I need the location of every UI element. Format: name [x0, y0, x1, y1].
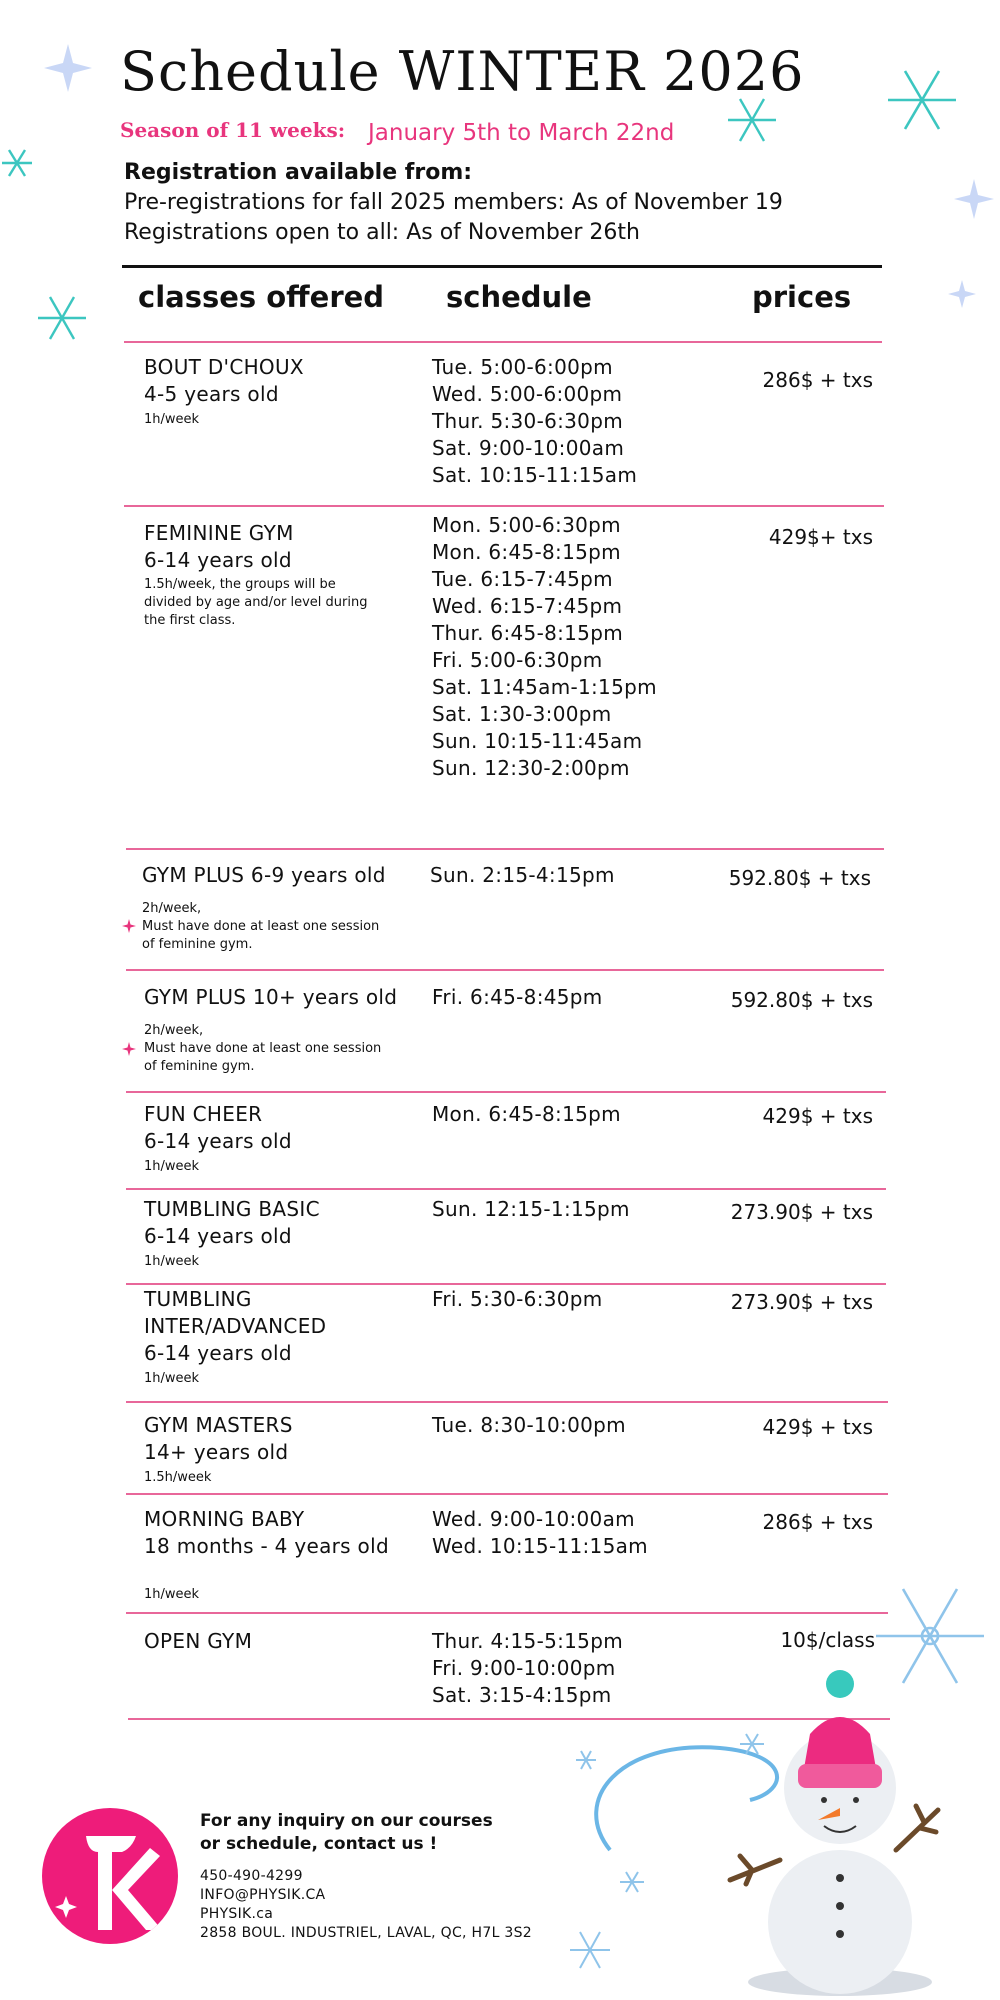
- class-name: TUMBLING BASIC: [144, 1197, 320, 1221]
- schedule-slot: Mon. 6:45-8:15pm: [432, 1102, 621, 1126]
- schedule-list: [432, 1412, 626, 1439]
- class-name: OPEN GYM: [144, 1629, 253, 1653]
- class-price: 286$ + txs: [762, 368, 873, 392]
- schedule-slot: Sun. 12:30-2:00pm: [432, 756, 630, 780]
- contact-website: PHYSIK.ca: [200, 1906, 274, 1922]
- schedule-slot: Sun. 2:15-4:15pm: [430, 863, 615, 887]
- row-divider: [126, 1188, 886, 1190]
- class-price: 429$ + txs: [762, 1415, 873, 1439]
- schedule-list: [432, 1196, 630, 1223]
- contact-heading-line: For any inquiry on our courses: [200, 1811, 493, 1831]
- schedule-slot: Thur. 4:15-5:15pm: [432, 1629, 623, 1653]
- class-age: 4-5 years old: [144, 382, 279, 406]
- schedule-slot: Tue. 8:30-10:00pm: [432, 1413, 626, 1437]
- schedule-slot: Thur. 6:45-8:15pm: [432, 621, 623, 645]
- registration-heading: Registration available from:: [124, 160, 473, 185]
- snowman-illustration: [540, 1660, 1000, 2000]
- schedule-slot: Wed. 9:00-10:00am: [432, 1507, 635, 1531]
- row-divider: [126, 1493, 888, 1495]
- page-title: Schedule WINTER 2026: [120, 40, 805, 103]
- class-name: GYM MASTERS: [144, 1413, 293, 1437]
- schedule-list: [432, 984, 603, 1011]
- class-age: 18 months - 4 years old: [144, 1534, 389, 1558]
- class-name: FEMININE GYM: [144, 521, 294, 545]
- season-label: Season of 11 weeks:: [120, 118, 346, 142]
- schedule-list: [430, 862, 615, 889]
- schedule-slot: Sun. 12:15-1:15pm: [432, 1197, 630, 1221]
- class-price: 286$ + txs: [762, 1510, 873, 1534]
- class-note: 2h/week, Must have done at least one session of feminine gym.: [142, 901, 380, 952]
- schedule-slot: Thur. 5:30-6:30pm: [432, 409, 623, 433]
- sparkle-icon: [121, 918, 137, 934]
- schedule-list: [432, 512, 657, 782]
- snowflake-icon: [950, 175, 998, 223]
- class-name: GYM PLUS 6-9 years old: [142, 863, 386, 887]
- class-name: BOUT D'CHOUX: [144, 355, 304, 379]
- class-price: 592.80$ + txs: [730, 988, 873, 1012]
- snowflake-icon: [946, 278, 978, 310]
- class-age: 6-14 years old: [144, 1224, 292, 1248]
- schedule-slot: Mon. 5:00-6:30pm: [432, 513, 621, 537]
- class-name: MORNING BABY: [144, 1507, 305, 1531]
- header-divider: [122, 265, 882, 268]
- registration-line: Registrations open to all: As of November 26th: [124, 220, 640, 245]
- physik-logo: [42, 1808, 178, 1944]
- class-note: 1h/week: [144, 1371, 200, 1386]
- schedule-slot: Sat. 10:15-11:15am: [432, 463, 638, 487]
- contact-email: INFO@PHYSIK.CA: [200, 1887, 326, 1903]
- schedule-slot: Sat. 1:30-3:00pm: [432, 702, 612, 726]
- snowflake-icon: [0, 135, 34, 191]
- row-divider: [124, 341, 882, 343]
- row-divider: [126, 848, 884, 850]
- schedule-slot: Fri. 6:45-8:45pm: [432, 985, 603, 1009]
- schedule-slot: Mon. 6:45-8:15pm: [432, 540, 621, 564]
- class-price: 429$ + txs: [762, 1104, 873, 1128]
- class-price: 10$/class: [780, 1628, 875, 1652]
- snowflake-icon: [884, 62, 960, 138]
- contact-phone: 450-490-4299: [200, 1868, 303, 1884]
- class-name: GYM PLUS 10+ years old: [144, 985, 398, 1009]
- schedule-list: [432, 1101, 621, 1128]
- schedule-slot: Sat. 3:15-4:15pm: [432, 1683, 612, 1707]
- class-note: 2h/week, Must have done at least one session of feminine gym.: [144, 1023, 382, 1074]
- schedule-slot: Sat. 11:45am-1:15pm: [432, 675, 657, 699]
- class-note: 1h/week: [144, 1159, 200, 1174]
- registration-line: Pre-registrations for fall 2025 members: As of November 19: [124, 190, 783, 215]
- contact-heading-line: or schedule, contact us !: [200, 1834, 438, 1854]
- row-divider: [126, 969, 884, 971]
- schedule-list: [432, 1506, 648, 1560]
- column-header-prices: prices: [752, 280, 852, 314]
- class-price: 429$+ txs: [768, 525, 873, 549]
- column-header-schedule: schedule: [446, 280, 592, 314]
- schedule-list: [432, 354, 637, 489]
- row-divider: [126, 1612, 888, 1614]
- class-name: TUMBLING INTER/ADVANCED: [144, 1287, 327, 1338]
- snowflake-icon: [34, 290, 90, 346]
- schedule-slot: Tue. 5:00-6:00pm: [432, 355, 613, 379]
- schedule-list: [432, 1286, 603, 1313]
- class-age: 14+ years old: [144, 1440, 289, 1464]
- class-age: 6-14 years old: [144, 548, 292, 572]
- row-divider: [126, 1401, 888, 1403]
- row-divider: [126, 1283, 886, 1285]
- schedule-slot: Sat. 9:00-10:00am: [432, 436, 625, 460]
- sparkle-icon: [121, 1041, 137, 1057]
- schedule-slot: Tue. 6:15-7:45pm: [432, 567, 613, 591]
- class-price: 273.90$ + txs: [730, 1200, 873, 1224]
- schedule-slot: Fri. 5:30-6:30pm: [432, 1287, 603, 1311]
- contact-heading: [200, 1810, 493, 1856]
- schedule-slot: Fri. 9:00-10:00pm: [432, 1656, 616, 1680]
- schedule-slot: Fri. 5:00-6:30pm: [432, 648, 603, 672]
- snowflake-icon: [40, 40, 96, 96]
- schedule-slot: Wed. 10:15-11:15am: [432, 1534, 648, 1558]
- class-age: 6-14 years old: [144, 1129, 292, 1153]
- row-divider: [124, 505, 884, 507]
- class-note: 1h/week: [144, 1254, 200, 1269]
- class-price: 273.90$ + txs: [730, 1290, 873, 1314]
- class-age: 6-14 years old: [144, 1341, 292, 1365]
- schedule-slot: Wed. 5:00-6:00pm: [432, 382, 623, 406]
- class-note: 1h/week: [144, 412, 200, 427]
- contact-address: 2858 BOUL. INDUSTRIEL, LAVAL, QC, H7L 3S2: [200, 1925, 533, 1941]
- schedule-slot: Wed. 6:15-7:45pm: [432, 594, 623, 618]
- column-header-classes: classes offered: [138, 280, 385, 314]
- class-name: FUN CHEER: [144, 1102, 263, 1126]
- class-note: 1h/week: [144, 1587, 200, 1602]
- class-note: 1.5h/week: [144, 1470, 212, 1485]
- row-divider: [126, 1091, 886, 1093]
- class-price: 592.80$ + txs: [728, 866, 871, 890]
- season-dates: January 5th to March 22nd: [368, 120, 675, 146]
- class-note: 1.5h/week, the groups will be divided by age and/or level during the first class.: [144, 577, 368, 628]
- schedule-slot: Sun. 10:15-11:45am: [432, 729, 643, 753]
